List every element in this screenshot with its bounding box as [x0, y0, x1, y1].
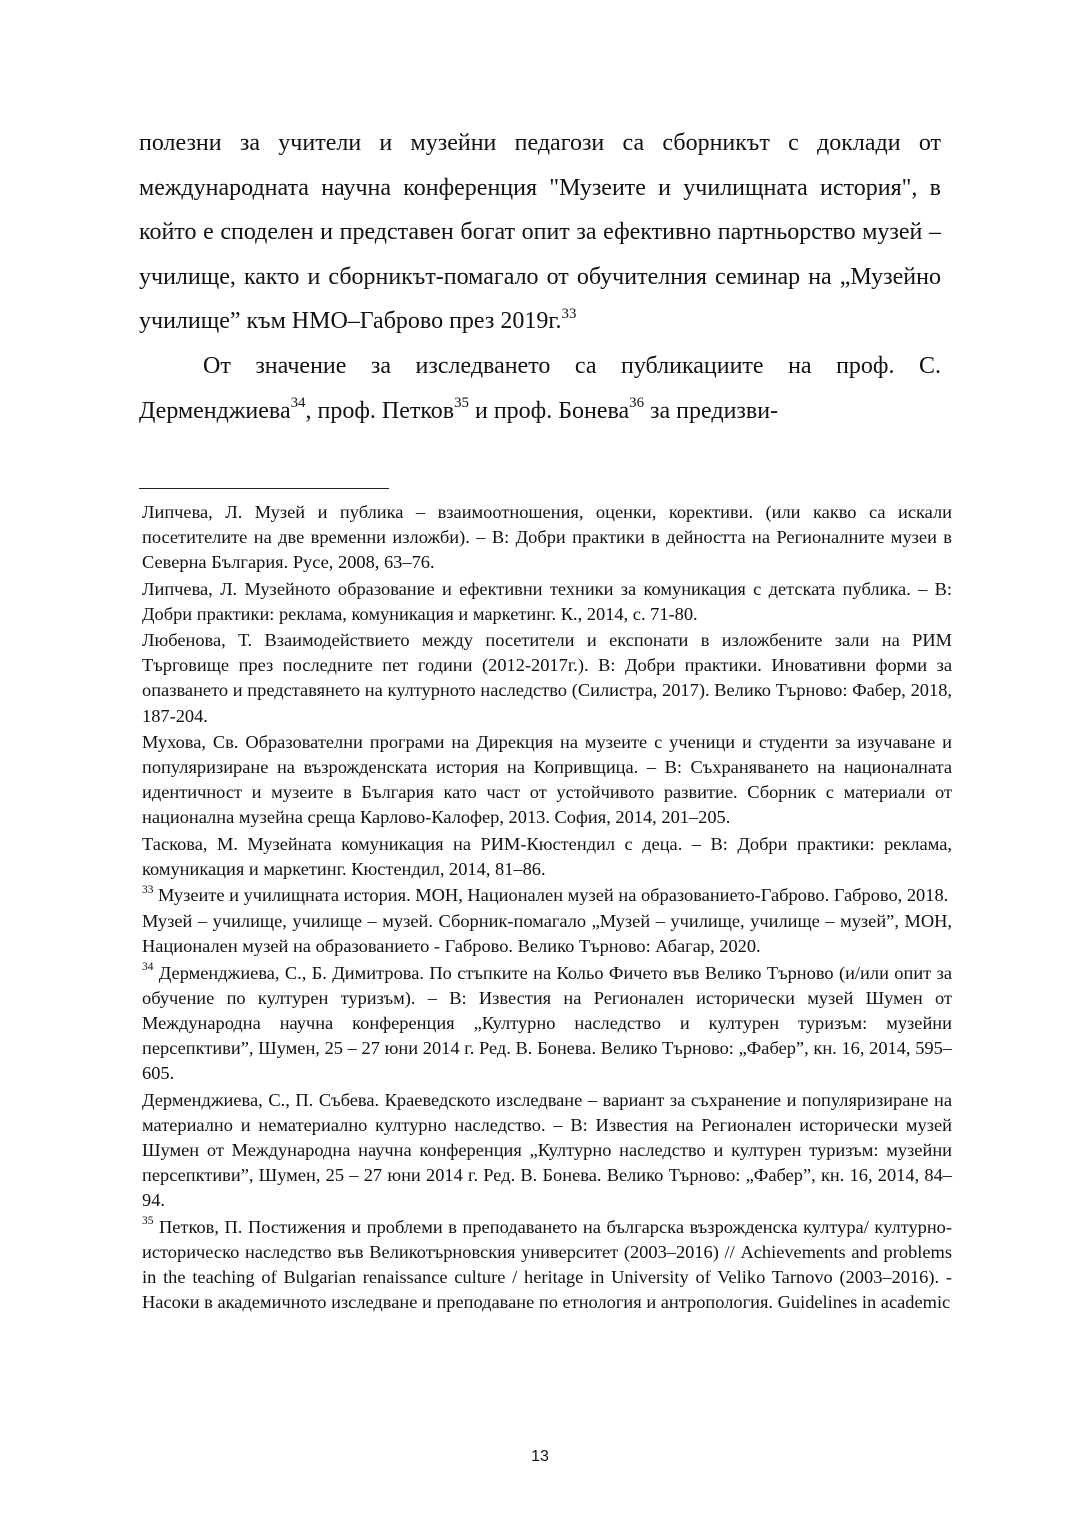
- footnote-text: Музей – училище, училище – музей. Сборник-помагало „Музей – училище, училище – музей”, МОН, Национален музей на образованието - Габрово. Велико Търново: Абагар, 2020.: [142, 911, 952, 957]
- footnote-text: Липчева, Л. Музейното образование и ефективни техники за комуникация с детската публика. – В: Добри практики: реклама, комуникация и маркетинг. К., 2014, с. 71-80.: [142, 578, 952, 624]
- footnote-entry: [142, 628, 952, 729]
- footnote-separator: [139, 488, 389, 489]
- footnote-text: Любенова, Т. Взаимодействието между посетители и експонати в изложбените зали на РИМ Търговище през последните пет години (2012-2017г.). В: Добри практики. Иновативни форми за опазването и представянето на културното наследство (Силистра, 2017). Велико Търново: Фабер, 2018, 187-204.: [142, 630, 952, 726]
- footnote-entry: [142, 883, 952, 908]
- paragraph-1-text: полезни за учители и музейни педагози са сборникът с доклади от международната научна конференция "Музеите и училищната история", в който е споделен и представен богат опит за ефективно партньорство музей – училище, както и сборникът-помагало от обучителния семинар на „Музейно училище” към НМО–Габрово през 2019г.: [139, 130, 941, 335]
- footnote-entry: [142, 1215, 952, 1316]
- footnote-text: Дерменджиева, С., П. Събева. Краеведското изследване – вариант за съхранение и популяризиране на материално и нематериално културно наследство. – В: Известия на Регионален исторически музей Шумен от Международна научна конференция „Културно наследство и културен туризъм: музейни персепктиви”, Шумен, 25 – 27 юни 2014 г. Ред. В. Бонева. Велико Търново: „Фабер”, кн. 16, 2014, 84–94.: [142, 1089, 952, 1211]
- footnote-entry: [142, 1088, 952, 1214]
- footnotes: [142, 500, 952, 1317]
- footnote-entry: [142, 577, 952, 627]
- paragraph-2: [139, 344, 941, 433]
- footnote-entry: [142, 961, 952, 1087]
- footnote-ref-33[interactable]: 33: [561, 305, 577, 322]
- footnote-entry: [142, 730, 952, 831]
- footnote-text: Мухова, Св. Образователни програми на Дирекция на музеите с ученици и студенти за изучаване и популяризиране на възрожденската история на Копривщица. – В: Съхраняването на националната идентичност и музеите в България като част от устойчивото развитие. Сборник с материали от национална музейна среща Карлово-Калофер, 2013. София, 2014, 201–205.: [142, 731, 952, 828]
- footnote-text: Дерменджиева, С., Б. Димитрова. По стъпките на Кольо Фичето във Велико Търново (и/или опит за обучение по културен туризъм). – В: Известия на Регионален исторически музей Шумен от Международна научна конференция „Културно наследство и културен туризъм: музейни персепктиви”, Шумен, 25 – 27 юни 2014 г. Ред. В. Бонева. Велико Търново: „Фабер”, кн. 16, 2014, 595–605.: [142, 962, 952, 1084]
- footnote-entry: [142, 500, 952, 576]
- footnote-number: 33: [142, 883, 154, 896]
- paragraph-1: [139, 121, 941, 344]
- footnote-text: Липчева, Л. Музей и публика – взаимоотношения, оценки, корективи. (или какво са искали посетителите на две временни изложби). – В: Добри практики в дейността на Регионалните музеи в Северна България. Русе, 2008, 63–76.: [142, 502, 952, 573]
- paragraph-2-text-b: , проф. Петков: [305, 397, 455, 424]
- footnote-entry: [142, 909, 952, 959]
- footnote-text: Таскова, М. Музейната комуникация на РИМ-Кюстендил с деца. – В: Добри практики: реклама, комуникация и маркетинг. Кюстендил, 2014, 81–86.: [142, 833, 952, 879]
- body-text: [139, 121, 941, 433]
- footnote-entry: [142, 832, 952, 882]
- footnote-text: Музеите и училищната история. МОН, Национален музей на образованието-Габрово. Габрово, 2018.: [153, 885, 949, 906]
- footnote-ref-36[interactable]: 36: [629, 394, 645, 411]
- paragraph-2-text-a: От значение за изследването са публикациите на проф. С. Дерменджиева: [139, 352, 941, 424]
- footnote-text: Петков, П. Постижения и проблеми в преподаването на българска възрожденска култура/ културно-историческо наследство във Великотърновския университет (2003–2016) // Achievements and problems in the teaching of Bulgarian renaissance culture / heritage in University of Veliko Tarnovo (2003–2016). - Насоки в академичното изследване и преподаване по етнология и антропология. Guidelines in academic: [142, 1216, 952, 1313]
- footnote-ref-35[interactable]: 35: [454, 394, 469, 411]
- footnote-number: 35: [142, 1215, 154, 1228]
- paragraph-2-text-c: и проф. Бонева: [468, 397, 630, 424]
- footnote-ref-34[interactable]: 34: [290, 394, 306, 411]
- footnote-number: 34: [142, 961, 154, 974]
- paragraph-2-text-d: за предизви-: [644, 397, 779, 424]
- page-number: 13: [531, 1448, 549, 1465]
